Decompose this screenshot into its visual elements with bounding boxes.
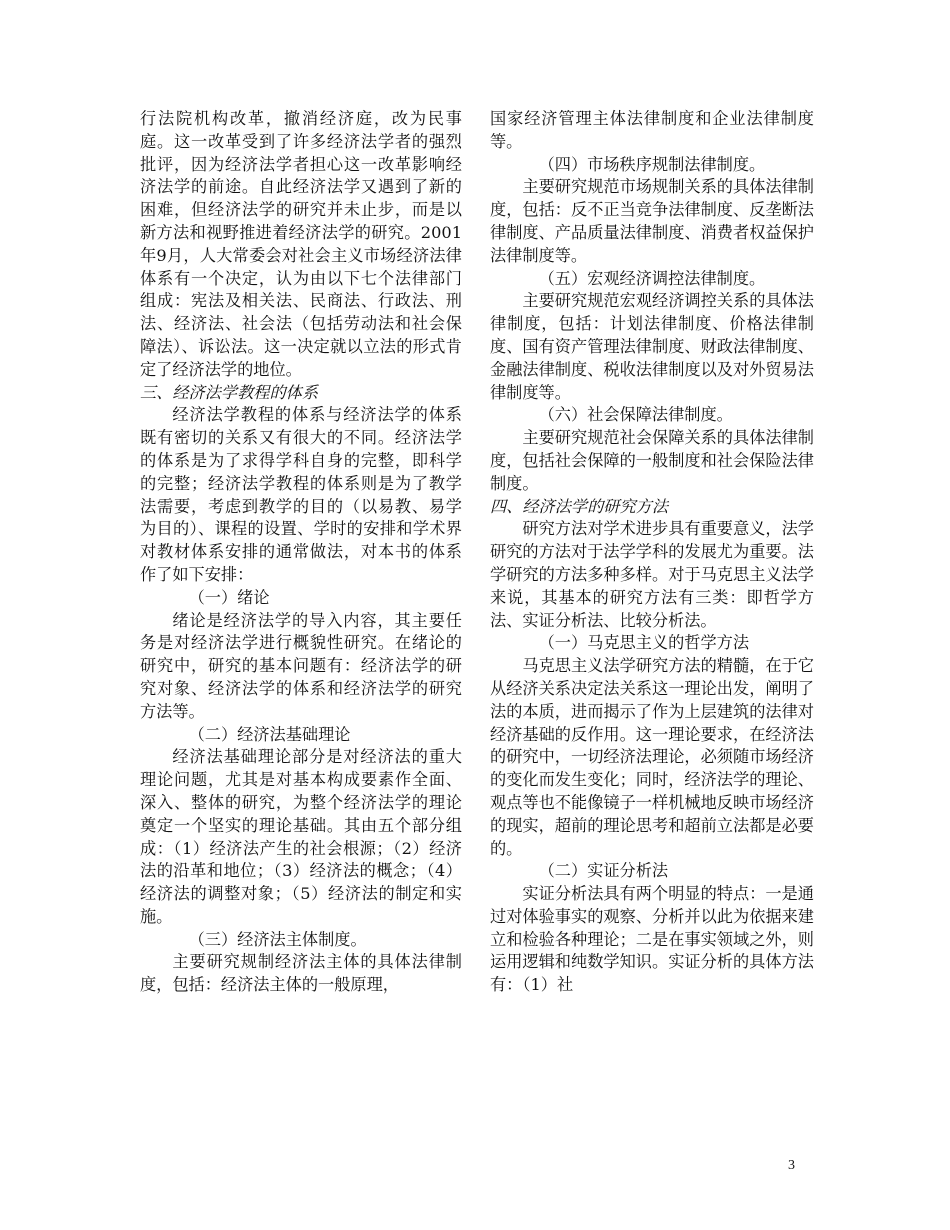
- section-heading: 四、经济法学的研究方法: [490, 496, 669, 516]
- subsection-heading: （四）市场秩序规制法律制度。: [538, 154, 766, 174]
- subsection-heading: （二）实证分析法: [538, 861, 669, 881]
- paragraph: 经济法学教程的体系与经济法学的体系既有密切的关系又有很大的不同。经济法学的体系是为了求得学科自身的完整，即科学的完整；经济法学教程的体系则是为了教学法需要，考虑到教学的目的（以易教、易学为目的）、课程的设置、学时的安排和学术界对教材体系安排的通常做法，对本书的体系作了如下安排：: [140, 405, 462, 584]
- paragraph: 实证分析法具有两个明显的特点：一是通过对体验事实的观察、分析并以此为依据来建立和检验各种理论；二是在事实领域之外，则运用逻辑和纯数学知识。实证分析的具体方法有：（1）社: [490, 884, 814, 995]
- right-column: [490, 108, 814, 997]
- left-column: [140, 108, 462, 997]
- subsection-heading: （三）经济法主体制度。: [188, 929, 367, 949]
- subsection-heading: （六）社会保障法律制度。: [538, 405, 733, 425]
- subsection-heading: （五）宏观经济调控法律制度。: [538, 268, 766, 288]
- page-number: 3: [788, 1158, 795, 1173]
- paragraph: 主要研究规范宏观经济调控关系的具体法律制度，包括：计划法律制度、价格法律制度、国有资产管理法律制度、财政法律制度、金融法律制度、税收法律制度以及对外贸易法律制度等。: [490, 291, 814, 402]
- paragraph: 马克思主义法学研究方法的精髓，在于它从经济关系决定法关系这一理论出发，阐明了法的本质，进而揭示了作为上层建筑的法律对经济基础的反作用。这一理论要求，在经济法的研究中，一切经济法理论，必须随市场经济的变化而发生变化；同时，经济法学的理论、观点等也不能像镜子一样机械地反映市场经济的现实，超前的理论思考和超前立法都是必要的。: [490, 656, 814, 858]
- subsection-heading: （一）绪论: [188, 587, 270, 607]
- paragraph: 绪论是经济法学的导入内容，其主要任务是对经济法学进行概貌性研究。在绪论的研究中，研究的基本问题有：经济法学的研究对象、经济法学的体系和经济法学的研究方法等。: [140, 610, 462, 721]
- paragraph: 研究方法对学术进步具有重要意义，法学研究的方法对于法学学科的发展尤为重要。法学研究的方法多种多样。对于马克思主义法学来说，其基本的研究方法有三类：即哲学方法、实证分析法、比较分析法。: [490, 519, 814, 630]
- section-heading: 三、经济法学教程的体系: [140, 382, 319, 402]
- subsection-heading: （二）经济法基础理论: [188, 724, 351, 744]
- paragraph: 主要研究规范市场规制关系的具体法律制度，包括：反不正当竞争法律制度、反垄断法律制度、产品质量法律制度、消费者权益保护法律制度等。: [490, 177, 814, 265]
- paragraph: 经济法基础理论部分是对经济法的重大理论问题，尤其是对基本构成要素作全面、深入、整体的研究，为整个经济法学的理论奠定一个坚实的理论基础。其由五个部分组成：（1）经济法产生的社会根源；（2）经济法的沿革和地位；（3）经济法的概念；（4）经济法的调整对象；（5）经济法的制定和实施。: [140, 747, 462, 926]
- subsection-heading: （一）马克思主义的哲学方法: [538, 633, 750, 653]
- paragraph: 主要研究规制经济法主体的具体法律制度，包括：经济法主体的一般原理，: [140, 952, 462, 995]
- paragraph: 国家经济管理主体法律制度和企业法律制度等。: [490, 109, 814, 151]
- paragraph: 主要研究规范社会保障关系的具体法律制度，包括社会保障的一般制度和社会保险法律制度。: [490, 428, 814, 493]
- paragraph: 行法院机构改革，撤消经济庭，改为民事庭。这一改革受到了许多经济法学者的强烈批评，因为经济法学者担心这一改革影响经济法学的前途。自此经济法学又遇到了新的困难，但经济法学的研究并未止步，而是以新方法和视野推进着经济法学的研究。2001年9月，人大常委会对社会主义市场经济法律体系有一个决定，认为由以下七个法律部门组成：宪法及相关法、民商法、行政法、刑法、经济法、社会法（包括劳动法和社会保障法）、诉讼法。这一决定就以立法的形式肯定了经济法学的地位。: [140, 109, 462, 379]
